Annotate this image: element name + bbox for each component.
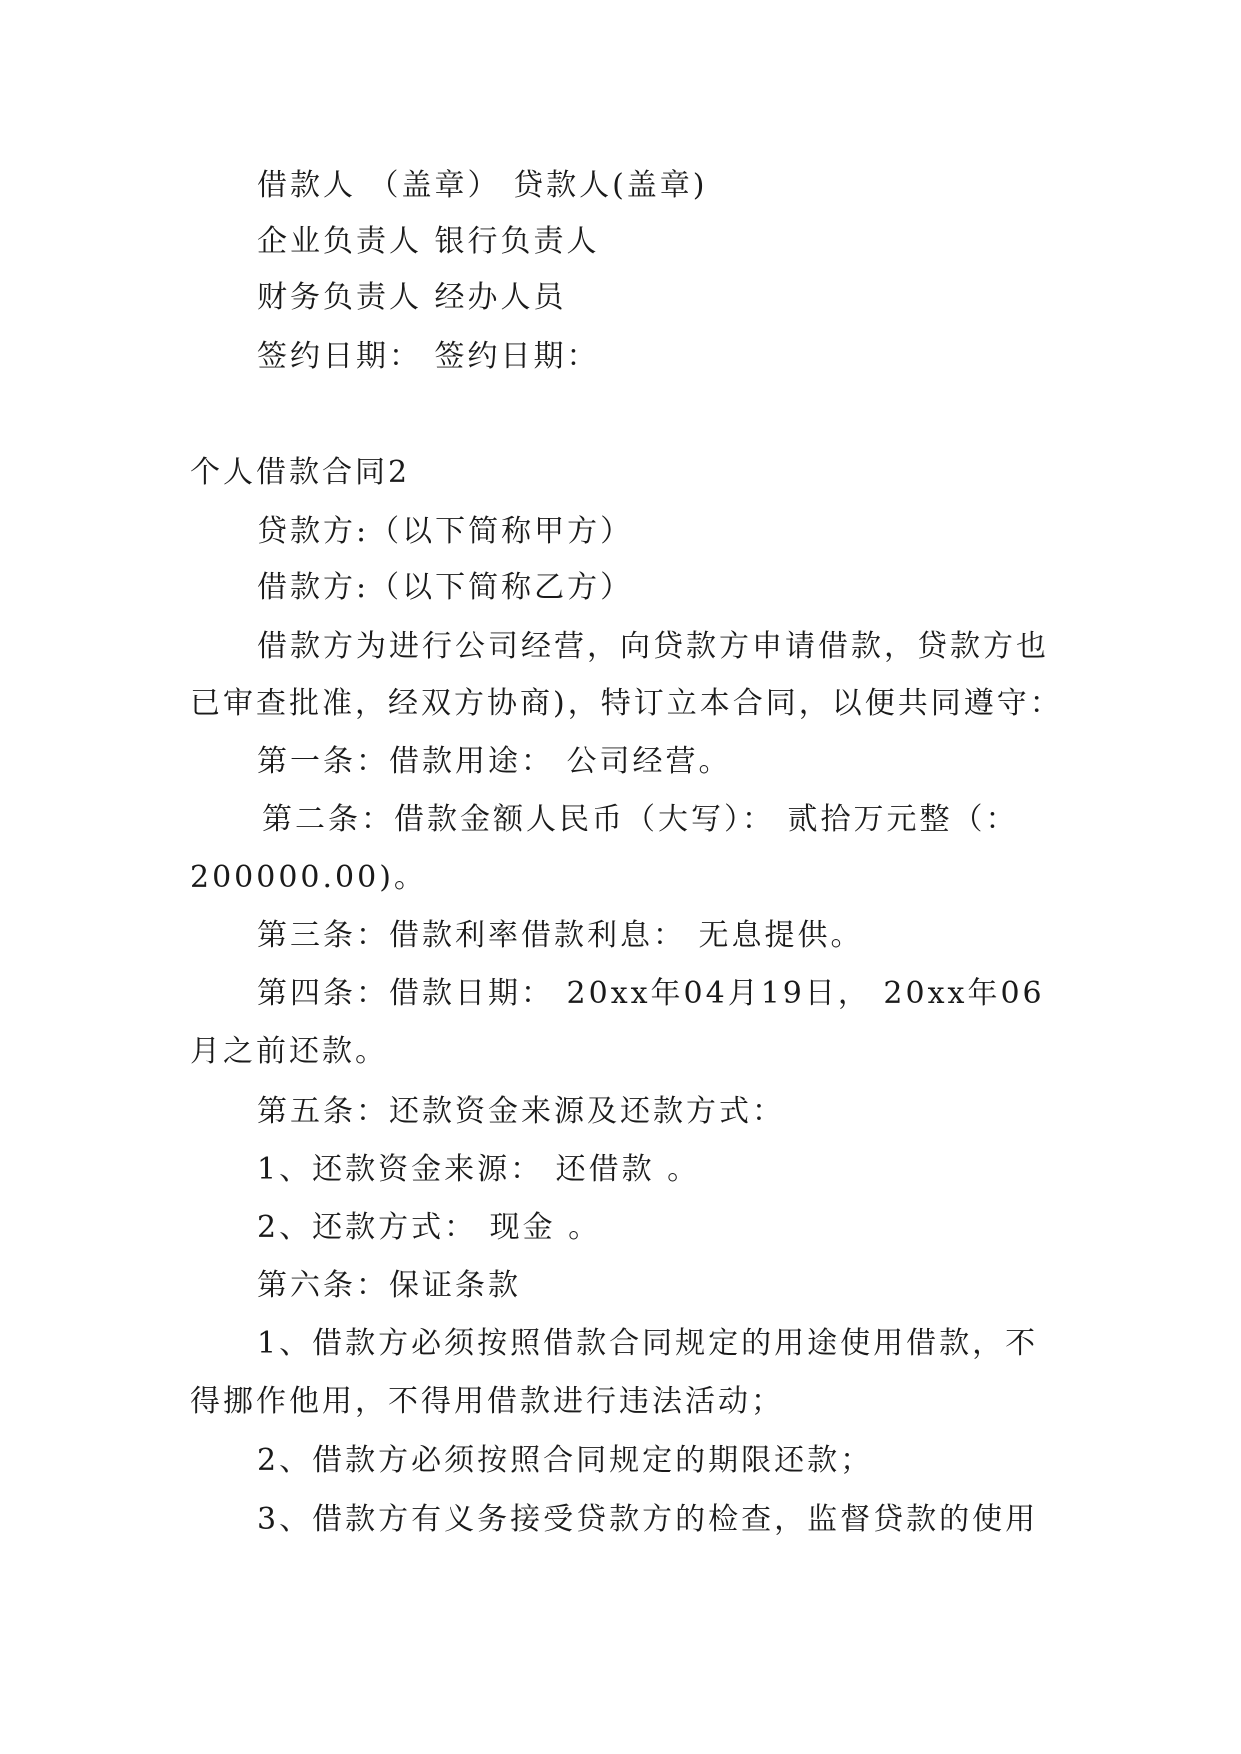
signature-line-finance: 财务负责人 经办人员 (257, 280, 567, 315)
article-6-item-1-line2: 得挪作他用，不得用借款进行违法活动； (190, 1384, 784, 1419)
article-2-line1: 第二条：借款金额人民币（大写）： 贰拾万元整（： (262, 802, 1019, 837)
intro-paragraph-line1: 借款方为进行公司经营，向贷款方申请借款，贷款方也 (257, 629, 1049, 664)
intro-paragraph-line2: 已审查批准，经双方协商)，特订立本合同，以便共同遵守： (190, 686, 1063, 721)
article-2-line2: 200000.00)。 (190, 860, 427, 895)
article-3: 第三条：借款利率借款利息： 无息提供。 (257, 918, 864, 953)
article-4-line1: 第四条：借款日期： 20xx年04月19日， 20xx年06 (257, 976, 1045, 1011)
article-5: 第五条：还款资金来源及还款方式： (257, 1094, 785, 1129)
signature-line-seal: 借款人 （盖章） 贷款人(盖章) (257, 168, 708, 203)
contract-title: 个人借款合同2 (190, 455, 411, 490)
lender-line: 贷款方:（以下简称甲方） (257, 514, 634, 549)
article-6-item-2: 2、借款方必须按照合同规定的期限还款； (257, 1443, 874, 1478)
signature-line-responsible: 企业负责人 银行负责人 (257, 224, 600, 259)
article-6-item-3: 3、借款方有义务接受贷款方的检查，监督贷款的使用 (257, 1502, 1039, 1537)
article-6-item-1-line1: 1、借款方必须按照借款合同规定的用途使用借款，不 (257, 1326, 1039, 1361)
article-5-item-2: 2、还款方式： 现金 。 (257, 1210, 602, 1245)
article-6: 第六条：保证条款 (257, 1268, 521, 1303)
borrower-line: 借款方:（以下简称乙方） (257, 570, 634, 605)
article-1: 第一条：借款用途： 公司经营。 (257, 744, 732, 779)
signature-line-date: 签约日期： 签约日期： (257, 339, 600, 374)
article-4-line2: 月之前还款。 (190, 1034, 388, 1069)
article-5-item-1: 1、还款资金来源： 还借款 。 (257, 1152, 701, 1187)
